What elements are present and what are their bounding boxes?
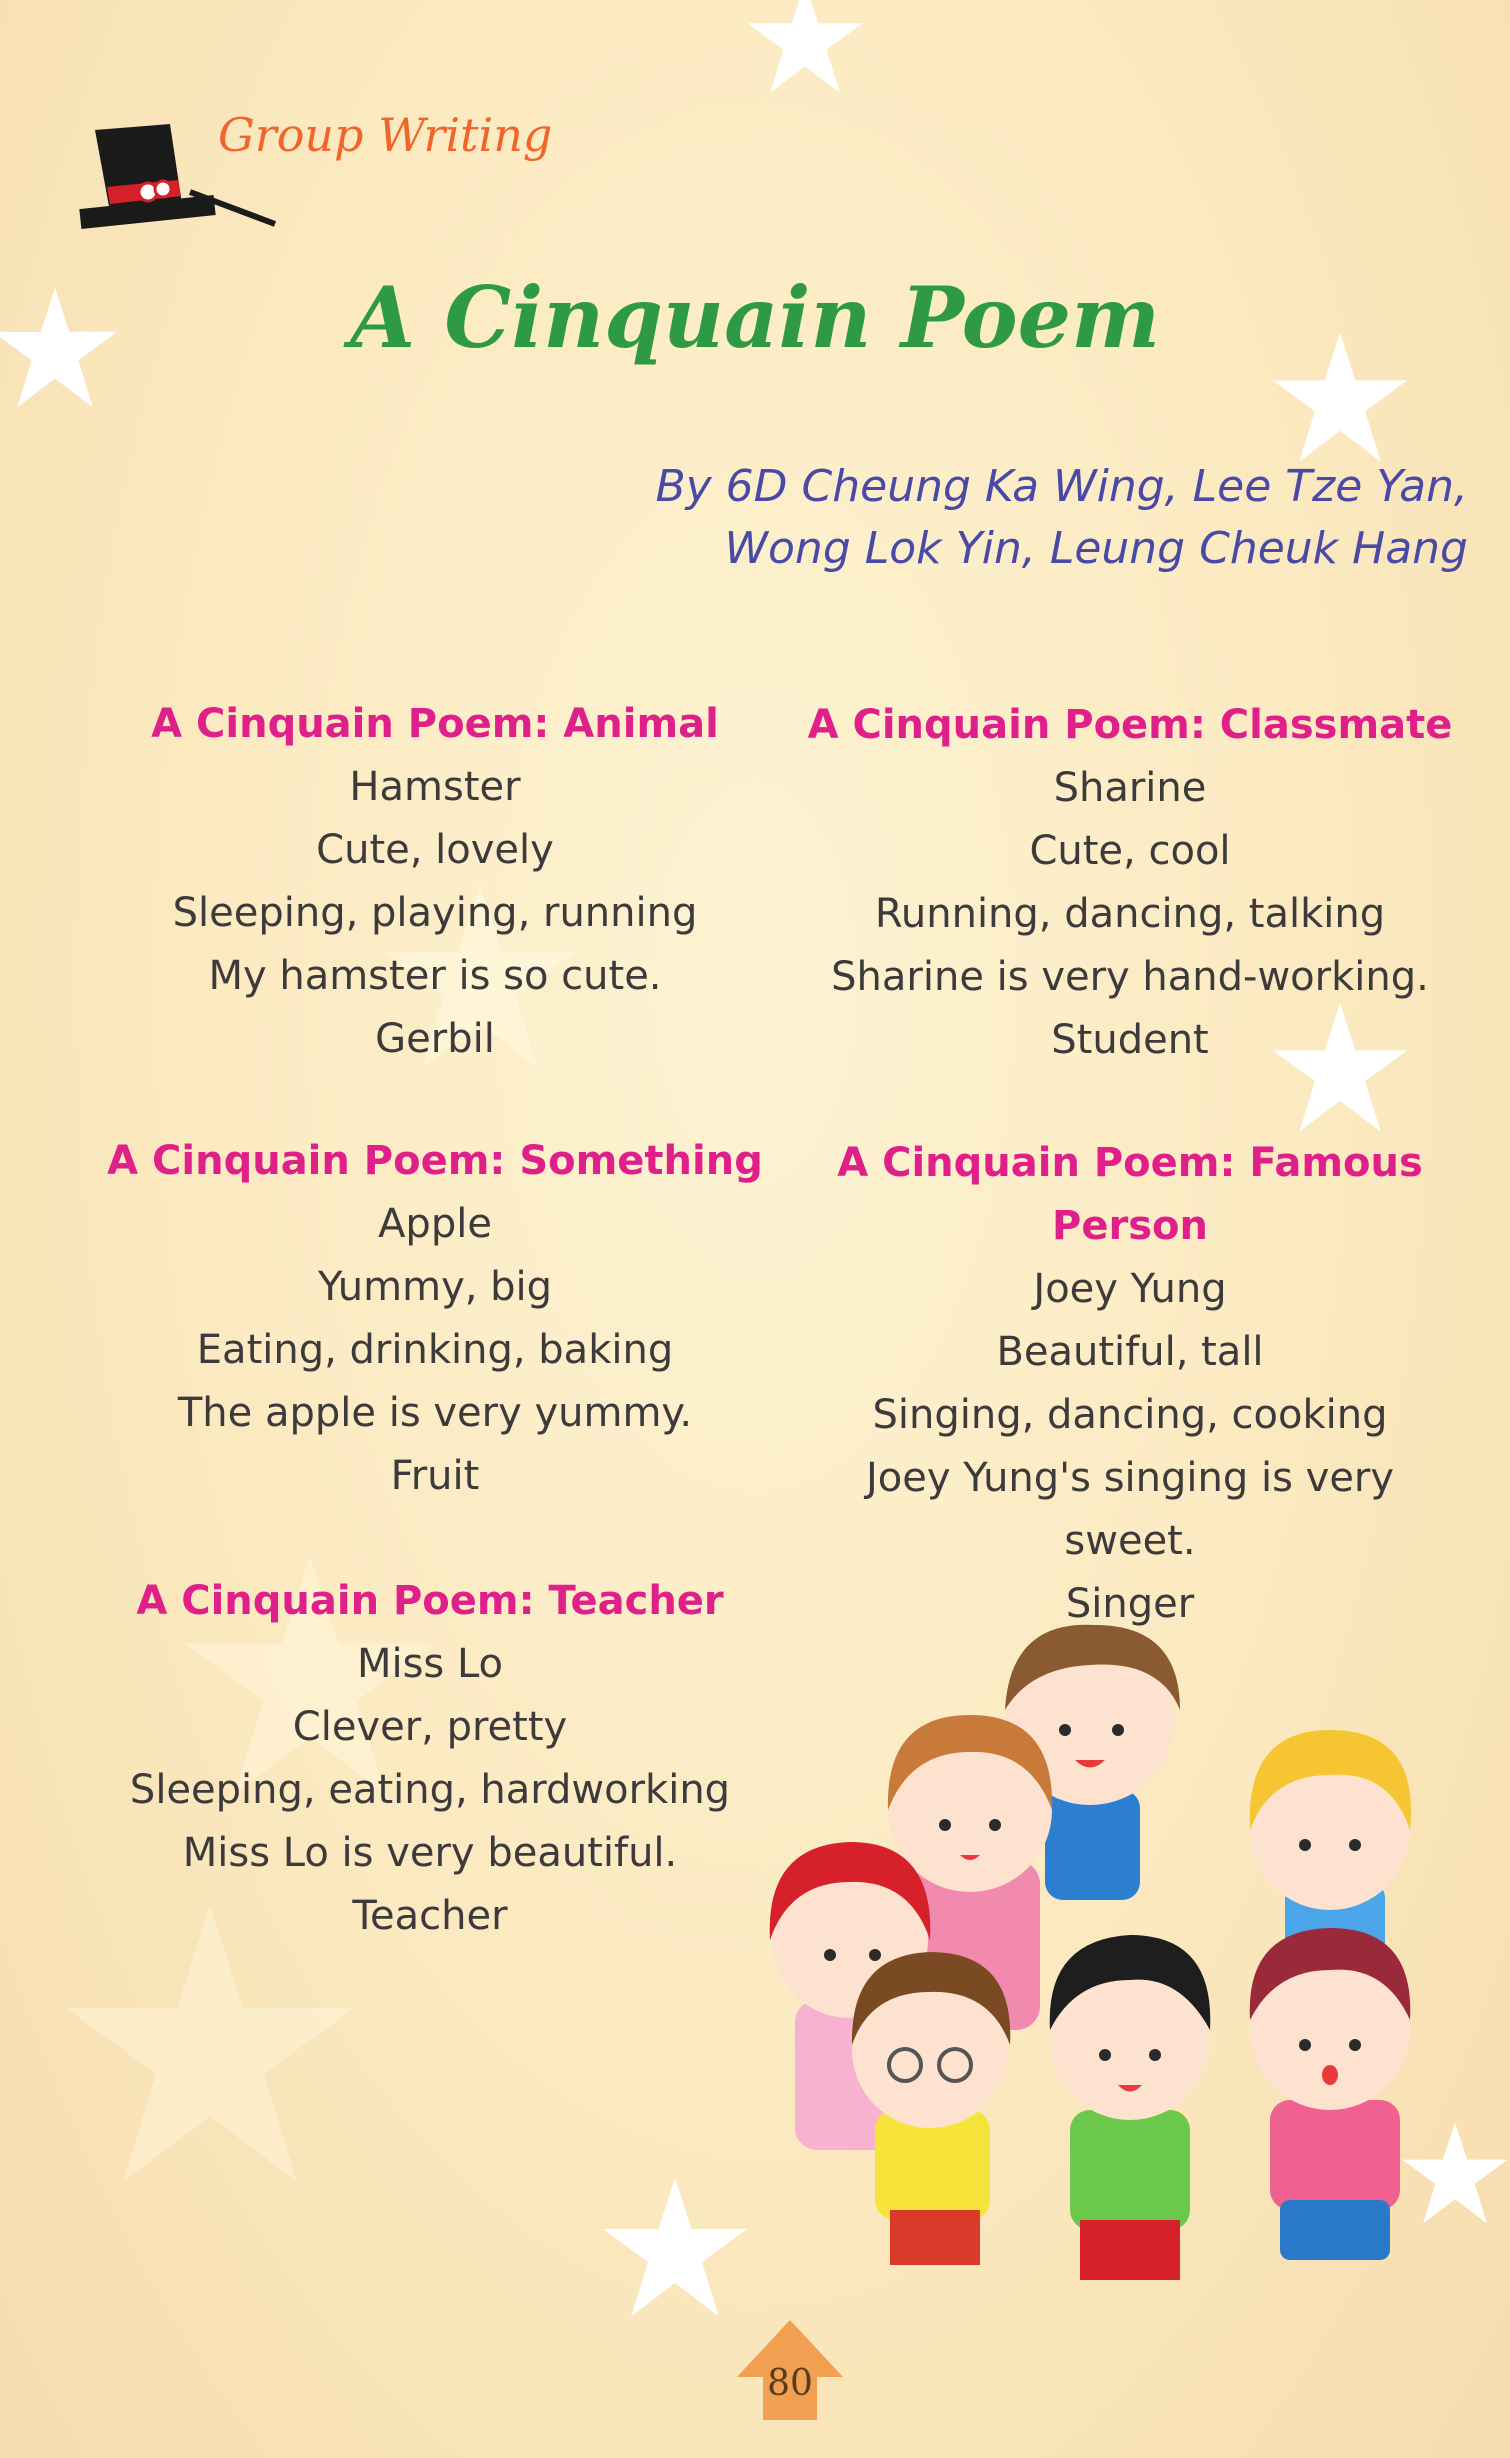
poem-line: Clever, pretty [292, 1704, 568, 1750]
star-icon [740, 0, 870, 100]
section-label: Group Writing [218, 108, 553, 162]
poem-line: The apple is very yummy. [177, 1390, 693, 1436]
poem-line: Cute, lovely [316, 827, 554, 873]
poem-animal [120, 693, 750, 1071]
poem-line: Singing, dancing, cooking [872, 1392, 1388, 1438]
poem-line: Sleeping, playing, running [172, 890, 698, 936]
poem-line: Hamster [349, 764, 521, 810]
poem-title: A Cinquain Poem: Teacher [136, 1578, 724, 1624]
poem-line: Running, dancing, talking [874, 891, 1386, 937]
byline-line: By 6D Cheung Ka Wing, Lee Tze Yan, [655, 461, 1468, 512]
poem-line: Joey Yung's singing is very sweet. [865, 1455, 1395, 1564]
poem-line: Sharine is very hand-working. [831, 954, 1429, 1000]
poem-line: My hamster is so cute. [208, 953, 662, 999]
poem-line: Gerbil [375, 1016, 495, 1062]
poem-line: Sharine [1053, 765, 1207, 811]
poem-line: Eating, drinking, baking [196, 1327, 674, 1373]
page-title: A Cinquain Poem [350, 268, 1160, 367]
poem-line: Sleeping, eating, hardworking [129, 1767, 731, 1813]
page-number: 80 [767, 2363, 813, 2404]
poem-line: Miss Lo [356, 1641, 504, 1687]
poem-line: Beautiful, tall [996, 1329, 1264, 1375]
children-illustration [740, 1580, 1500, 2360]
poem-classmate [800, 694, 1460, 1072]
poem-line: Teacher [352, 1893, 508, 1939]
poem-teacher [110, 1570, 750, 1948]
byline [368, 456, 1468, 580]
poem-line: Fruit [390, 1453, 480, 1499]
poem-line: Yummy, big [317, 1264, 553, 1310]
poem-something [100, 1130, 770, 1508]
page-number-marker [735, 2315, 845, 2425]
poem-line: Cute, cool [1029, 828, 1231, 874]
star-icon [600, 2175, 750, 2325]
poem-title: A Cinquain Poem: Animal [151, 701, 719, 747]
poem-line: Miss Lo is very beautiful. [182, 1830, 678, 1876]
byline-line: Wong Lok Yin, Leung Cheuk Hang [724, 523, 1468, 574]
poem-title: A Cinquain Poem: Something [107, 1138, 763, 1184]
poem-line: Apple [378, 1201, 492, 1247]
poem-line: Singer [1065, 1581, 1195, 1627]
poem-title: A Cinquain Poem: Famous Person [837, 1140, 1423, 1249]
poem-line: Joey Yung [1033, 1266, 1227, 1312]
section-header [70, 100, 570, 240]
poem-famous-person [800, 1132, 1460, 1636]
poem-line: Student [1051, 1017, 1209, 1063]
poem-title: A Cinquain Poem: Classmate [807, 702, 1453, 748]
